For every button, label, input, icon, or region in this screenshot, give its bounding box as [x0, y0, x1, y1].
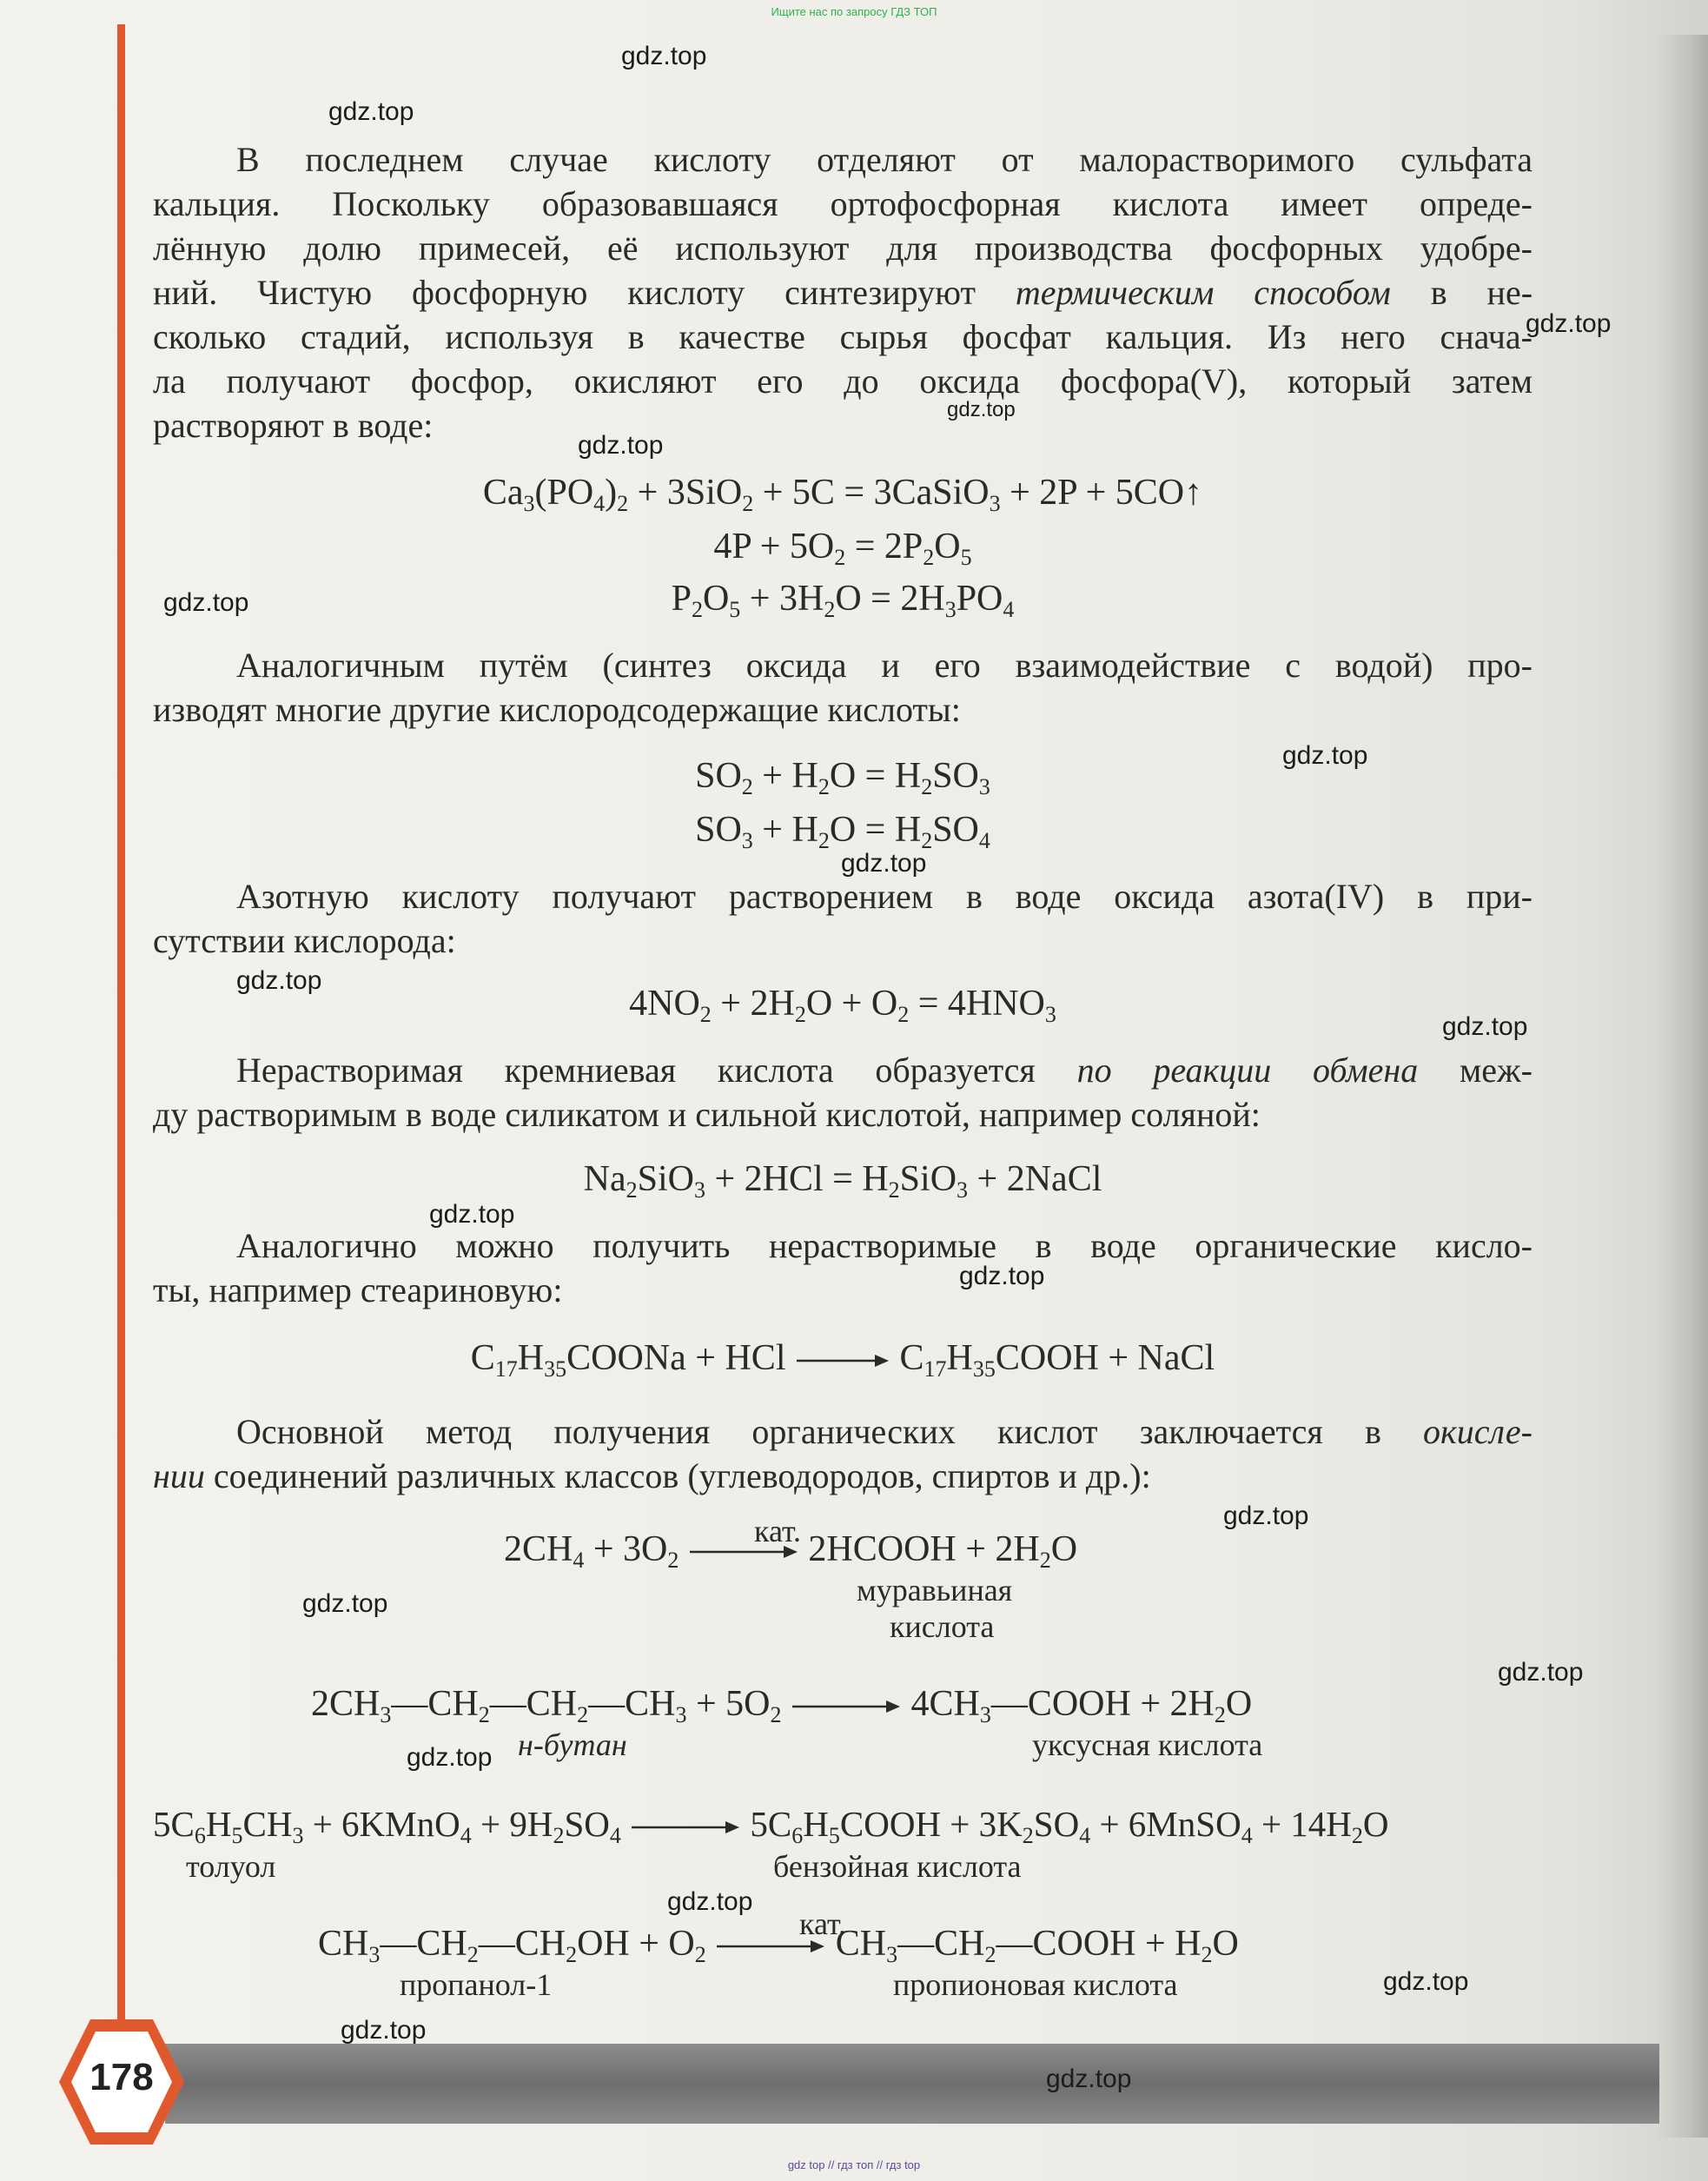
paragraph: Азотную кислоту получают растворением в воде оксида азота(IV) в при-	[236, 877, 1533, 916]
watermark: gdz.top	[947, 398, 1016, 421]
paragraph-line: растворяют в воде:	[153, 406, 434, 445]
bottom-banner[interactable]: gdz top // гдз топ // гдз top	[787, 2158, 921, 2171]
paragraph: Нерастворимая кремниевая кислота образуется по реакции обмена меж-	[236, 1051, 1533, 1090]
equation: $P_2O_5 + 3H_2O = 2H_3PO_4$	[671, 579, 1015, 622]
equation: $SO_2 + H_2O = H_2SO_3$	[695, 756, 990, 799]
emphasis: окисле-	[1423, 1412, 1533, 1451]
watermark: gdz.top	[1223, 1502, 1309, 1530]
paragraph: Аналогичным путём (синтез оксида и его взаимодействие с водой) про-	[236, 646, 1533, 685]
text-line: В последнем случае кислоту отделяют от малорастворимого сульфата	[236, 140, 1533, 179]
equation: $Ca_3(PO_4)_2 + 3SiO_2 + 5C$ = 3CaSiO$_3$ + 2P + 5CO↑	[482, 473, 1203, 516]
paragraph-line: ла получают фосфор, окисляют его до оксида фосфора(V), который затем	[153, 361, 1533, 401]
paragraph-line: изводят многие другие кислородсодержащие кислоты:	[153, 690, 961, 729]
watermark: gdz.top	[429, 1200, 515, 1229]
product-label: уксусная кислота	[1032, 1727, 1263, 1762]
paragraph-line: нии соединений различных классов (углеводородов, спиртов и др.):	[153, 1456, 1151, 1495]
paragraph	[153, 137, 1533, 182]
watermark: gdz.top	[328, 97, 414, 126]
product-label: бензойная кислота	[773, 1849, 1022, 1884]
paragraph: Основной метод получения органических кислот заключается в окисле-	[236, 1412, 1533, 1451]
equation: $CH_3—CH_2—CH_2OH + O_2$ $CH_3—CH_2—COOH + H_2O$	[318, 1924, 1239, 1967]
page-binding-shadow	[1656, 35, 1708, 2138]
paragraph-line: кальция. Поскольку образовавшаяся ортофосфорная кислота имеет опреде-	[153, 184, 1533, 223]
watermark: gdz.top	[621, 42, 707, 70]
reaction-arrow-icon	[795, 1336, 890, 1380]
page-number: 178	[89, 2056, 154, 2098]
watermark: gdz.top	[667, 1887, 753, 1916]
equation: $Na_2SiO_3 + 2HCl = H_2SiO_3$ + 2NaCl	[583, 1159, 1102, 1203]
paragraph: Аналогично можно получить нерастворимые в воде органические кисло-	[236, 1226, 1533, 1265]
equation: $4NO_2 + 2H_2O + O_2 = 4HNO_3$	[629, 984, 1056, 1027]
watermark: gdz.top	[1282, 741, 1368, 770]
catalyst-label: кат.	[754, 1514, 802, 1548]
product-label: муравьиная	[857, 1573, 1013, 1608]
catalyst-label: кат.	[799, 1906, 847, 1941]
equation: $SO_3 + H_2O = H_2SO_4$	[695, 810, 990, 853]
bottom-band	[165, 2044, 1659, 2124]
equation: $5C_6H_5CH_3$ + 6KMnO$_4$ + $9H_2SO_4$ $5C_6H_5COOH + 3K_2SO_4$ + 6MnSO$_4$ + $14H_2O$	[153, 1804, 1389, 1848]
margin-accent-line	[117, 24, 125, 2023]
paragraph-line: ний. Чистую фосфорную кислоту синтезируют термическим способом в не-	[153, 273, 1533, 312]
reaction-arrow-icon	[630, 1802, 741, 1846]
emphasis: по реакции обмена	[1076, 1051, 1419, 1090]
equation: $2CH_4 + 3O_2$ 2HCOOH + $2H_2O$	[504, 1529, 1078, 1573]
watermark: gdz.top	[1498, 1658, 1584, 1687]
paragraph-line: ты, например стеариновую:	[153, 1270, 563, 1309]
reactant-label: н-бутан	[518, 1727, 627, 1762]
reactant-label: толуол	[186, 1849, 276, 1884]
watermark: gdz.top	[407, 1743, 493, 1772]
watermark: gdz.top	[1383, 1967, 1469, 1996]
watermark: gdz.top	[302, 1589, 388, 1618]
watermark: gdz.top	[341, 2016, 427, 2045]
watermark: gdz.top	[163, 588, 249, 617]
paragraph-line: ду растворимым в воде силикатом и сильной кислотой, например соляной:	[153, 1095, 1261, 1134]
equation: $2CH_3—CH_2—CH_2—CH_3 + 5O_2$ $4CH_3—COOH + 2H_2O$	[311, 1684, 1253, 1727]
watermark: gdz.top	[578, 431, 664, 460]
watermark: gdz.top	[1526, 309, 1612, 338]
paragraph-line: сколько стадий, используя в качестве сырья фосфат кальция. Из него снача-	[153, 317, 1533, 356]
equation: $4P + 5O_2 = 2P_2O_5$	[713, 527, 972, 570]
top-banner[interactable]: Ищите нас по запросу ГДЗ ТОП	[771, 5, 937, 18]
equation: $C_{17}H_{35}COONa$ + HCl $C_{17}H_{35}COOH$ + NaCl	[470, 1338, 1215, 1382]
paragraph-line: сутствии кислорода:	[153, 921, 456, 960]
watermark: gdz.top	[959, 1262, 1045, 1290]
watermark: gdz.top	[236, 966, 322, 995]
emphasis: термическим способом	[1015, 273, 1391, 312]
product-label: пропионовая кислота	[893, 1967, 1178, 2002]
watermark: gdz.top	[841, 849, 927, 878]
product-label: кислота	[890, 1609, 995, 1644]
reactant-label: пропанол-1	[400, 1967, 553, 2002]
watermark: gdz.top	[1046, 2065, 1132, 2093]
watermark: gdz.top	[1442, 1012, 1528, 1041]
emphasis: нии	[153, 1456, 205, 1495]
paragraph-line: лённую долю примесей, её используют для производства фосфорных удобре-	[153, 229, 1533, 268]
reaction-arrow-icon	[791, 1682, 902, 1726]
